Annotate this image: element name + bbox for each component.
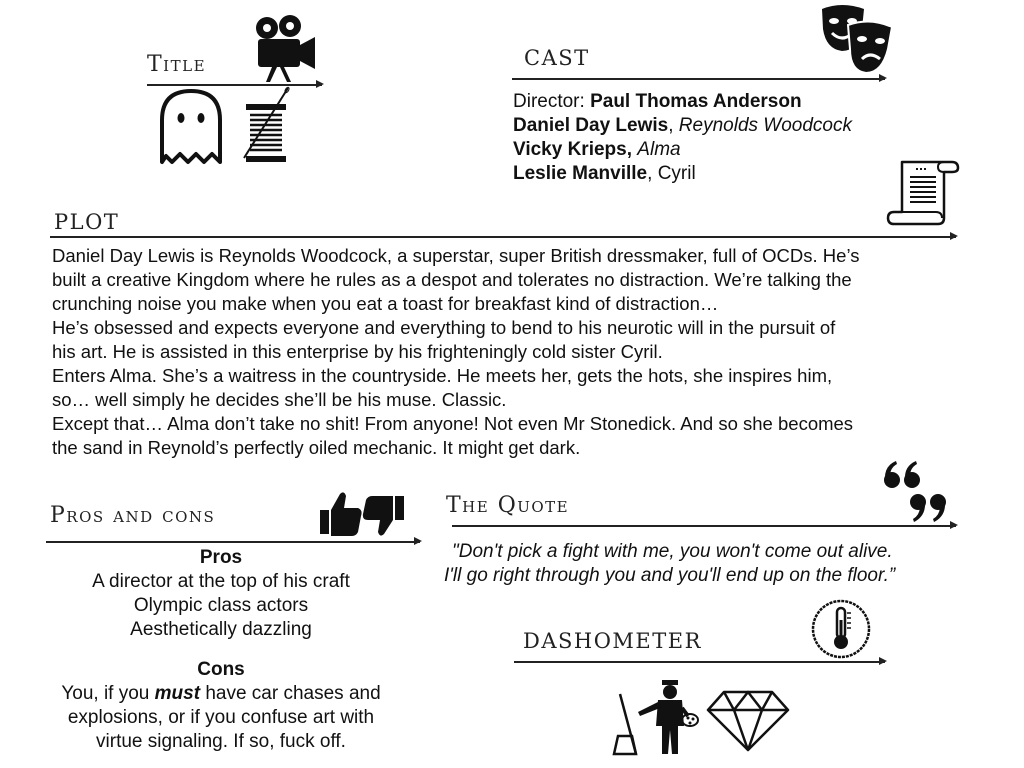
cast-member: [513, 114, 852, 138]
pros-list: [46, 546, 396, 642]
quote-line: I'll go right through you and you'll end up on the floor.”: [444, 565, 896, 586]
actor-name: Leslie Manville: [513, 163, 648, 184]
cast-heading: CAST: [524, 46, 590, 70]
role-name: Alma: [637, 139, 681, 160]
quotation-marks-icon: [882, 460, 950, 526]
quote-line: "Don't pick a fight with me, you won't come out alive.: [452, 541, 893, 562]
plot-rule: [50, 236, 956, 238]
pros-item: Aesthetically dazzling: [130, 619, 312, 640]
cons-line: explosions, or if you confuse art with: [67, 707, 375, 728]
role-name: Cyril: [657, 163, 696, 184]
director-name: Paul Thomas Anderson: [590, 91, 802, 112]
cons-emphasis: must: [154, 683, 201, 704]
quote-rule: [452, 525, 956, 527]
cons-text: You, if you: [61, 683, 155, 704]
painter-artist-icon: [612, 678, 702, 756]
plot-line: Except that… Alma don’t take no shit! From anyone! Not even Mr Stonedick. And so she becomes: [52, 413, 854, 434]
pros-cons-heading: Pros and cons: [50, 503, 216, 528]
cast-separator: ,: [668, 115, 679, 136]
actor-name: Vicky Krieps,: [513, 139, 633, 160]
pros-cons-rule: [46, 541, 420, 543]
title-rule: [147, 84, 322, 86]
ghost-icon: [158, 88, 224, 166]
role-name: Reynolds Woodcock: [678, 115, 852, 136]
cast-member: [513, 162, 696, 186]
movie-camera-icon: [252, 13, 318, 83]
plot-line: Enters Alma. She’s a waitress in the countryside. He meets her, gets the hots, she inspires him,: [52, 365, 833, 386]
plot-line: He’s obsessed and expects everyone and everything to bend to his neurotic will in the pursuit of: [52, 317, 836, 338]
plot-line: crunching noise you make when you eat a toast for breakfast kind of distraction…: [52, 293, 719, 314]
thumbs-up-down-icon: [318, 490, 406, 540]
actor-name: Daniel Day Lewis: [513, 115, 669, 136]
cons-text: have car chases and: [200, 683, 381, 704]
pros-item: Olympic class actors: [133, 595, 309, 616]
script-scroll-icon: [886, 156, 960, 228]
title-heading: Title: [147, 52, 207, 77]
pros-title: Pros: [199, 547, 243, 568]
plot-heading: PLOT: [54, 210, 120, 234]
cons-title: Cons: [197, 659, 245, 680]
plot-text: [52, 244, 987, 460]
cast-separator: ,: [647, 163, 658, 184]
cons-line: [30, 682, 412, 706]
cons-line: virtue signaling. If so, fuck off.: [96, 731, 346, 752]
plot-line: the sand in Reynold’s perfectly oiled mechanic. It might get dark.: [52, 437, 581, 458]
diamond-icon: [706, 688, 790, 752]
dashometer-rule: [514, 661, 885, 663]
plot-line: so… well simply he decides she’ll be his muse. Classic.: [52, 389, 507, 410]
quote-heading: The Quote: [446, 493, 570, 518]
plot-line: his art. He is assisted in this enterprise by his frighteningly cold sister Cyril.: [52, 341, 663, 362]
cast-member: [513, 138, 681, 162]
cast-rule: [512, 78, 885, 80]
cons-list: [30, 658, 412, 754]
cast-director-line: [513, 90, 802, 114]
dashometer-heading: DASHOMETER: [523, 629, 702, 653]
director-label: Director:: [513, 91, 591, 112]
thread-spool-needle-icon: [238, 86, 294, 166]
theater-masks-icon: [820, 3, 894, 75]
pros-item: A director at the top of his craft: [92, 571, 350, 592]
plot-line: built a creative Kingdom where he rules as a despot and tolerates no distraction. We’re talking the: [52, 269, 852, 290]
thermometer-icon: [810, 598, 872, 660]
plot-line: Daniel Day Lewis is Reynolds Woodcock, a superstar, super British dressmaker, full of OCDs. He’s: [52, 245, 860, 266]
